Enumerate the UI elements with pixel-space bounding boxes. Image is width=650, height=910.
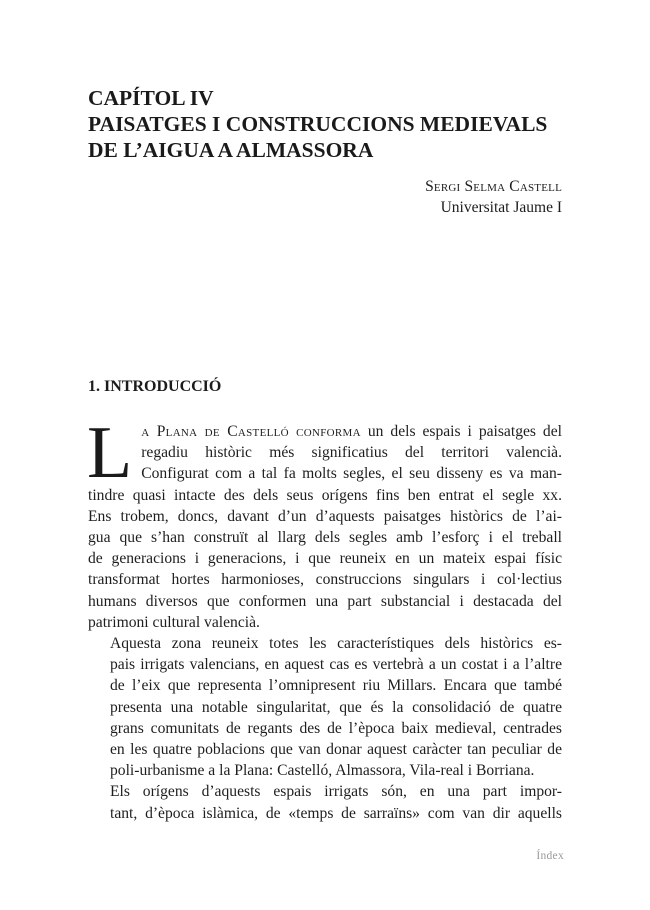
chapter-number: CAPÍTOL IV bbox=[88, 86, 214, 110]
chapter-title-line-2: DE L’AIGUA A ALMASSORA bbox=[88, 138, 374, 162]
drop-cap: L bbox=[87, 412, 133, 494]
text-line: transformat hortes harmonioses, construccions singulars i col·lectius bbox=[88, 571, 562, 589]
chapter-title-line-1: PAISATGES I CONSTRUCCIONS MEDIEVALS bbox=[88, 112, 548, 136]
author-name: Sergi Selma Castell bbox=[425, 178, 562, 195]
text-line: en les quatre poblacions que van donar aquest caràcter tan peculiar de bbox=[110, 741, 562, 759]
text-line: de generacions i generacions, i que reuneix en un mateix espai físic bbox=[88, 550, 562, 568]
section-heading: 1. INTRODUCCIÓ bbox=[88, 378, 222, 395]
author-block bbox=[425, 176, 562, 218]
text-line: Els orígens d’aquests espais irrigats són, en una part impor- bbox=[110, 783, 562, 801]
text-line: presenta una notable singularitat, que és la consolidació de quatre bbox=[110, 698, 562, 716]
text-line: grans comunitats de regants des de l’època baix medieval, centrades bbox=[110, 719, 562, 737]
paragraph-3 bbox=[88, 781, 562, 823]
text-line: gua que s’han construït al llarg dels segles amb l’esforç i el treball bbox=[88, 529, 562, 547]
body-text bbox=[87, 412, 562, 824]
text-line: tindre quasi intacte des dels seus orígens fins ben entrat el segle xx. bbox=[88, 486, 562, 504]
index-link[interactable]: Índex bbox=[536, 850, 564, 862]
text-line: poli-urbanisme a la Plana: Castelló, Almassora, Vila-real i Borriana. bbox=[110, 762, 535, 780]
text-line: patrimoni cultural valencià. bbox=[88, 613, 260, 631]
text-line: pais irrigats valencians, en aquest cas es vertebrà a un costat i a l’altre bbox=[110, 656, 562, 674]
text-line: Configurat com a tal fa molts segles, el seu disseny es va man- bbox=[141, 465, 562, 483]
author-affiliation: Universitat Jaume I bbox=[440, 199, 562, 216]
text-line: regadiu històric més significatius del territori valencià. bbox=[141, 444, 562, 462]
text-line: Aquesta zona reuneix totes les característiques dels històrics es- bbox=[110, 635, 562, 653]
text-line: a Plana de Castelló conforma un dels espais i paisatges del bbox=[141, 423, 562, 440]
text-line: humans diversos que conformen una part substancial i destacada del bbox=[88, 592, 562, 610]
paragraph-1 bbox=[87, 412, 562, 633]
text-line: de l’eix que representa l’omnipresent riu Millars. Encara que també bbox=[110, 677, 562, 695]
chapter-title bbox=[88, 85, 568, 163]
opening-smallcaps: a Plana de Castelló conforma bbox=[141, 423, 361, 440]
text-line: tant, d’època islàmica, de «temps de sarraïns» com van dir aquells bbox=[110, 804, 562, 822]
paragraph-2 bbox=[88, 633, 562, 781]
text-line: Ens trobem, doncs, davant d’un d’aquests paisatges històrics de l’ai- bbox=[88, 507, 562, 525]
